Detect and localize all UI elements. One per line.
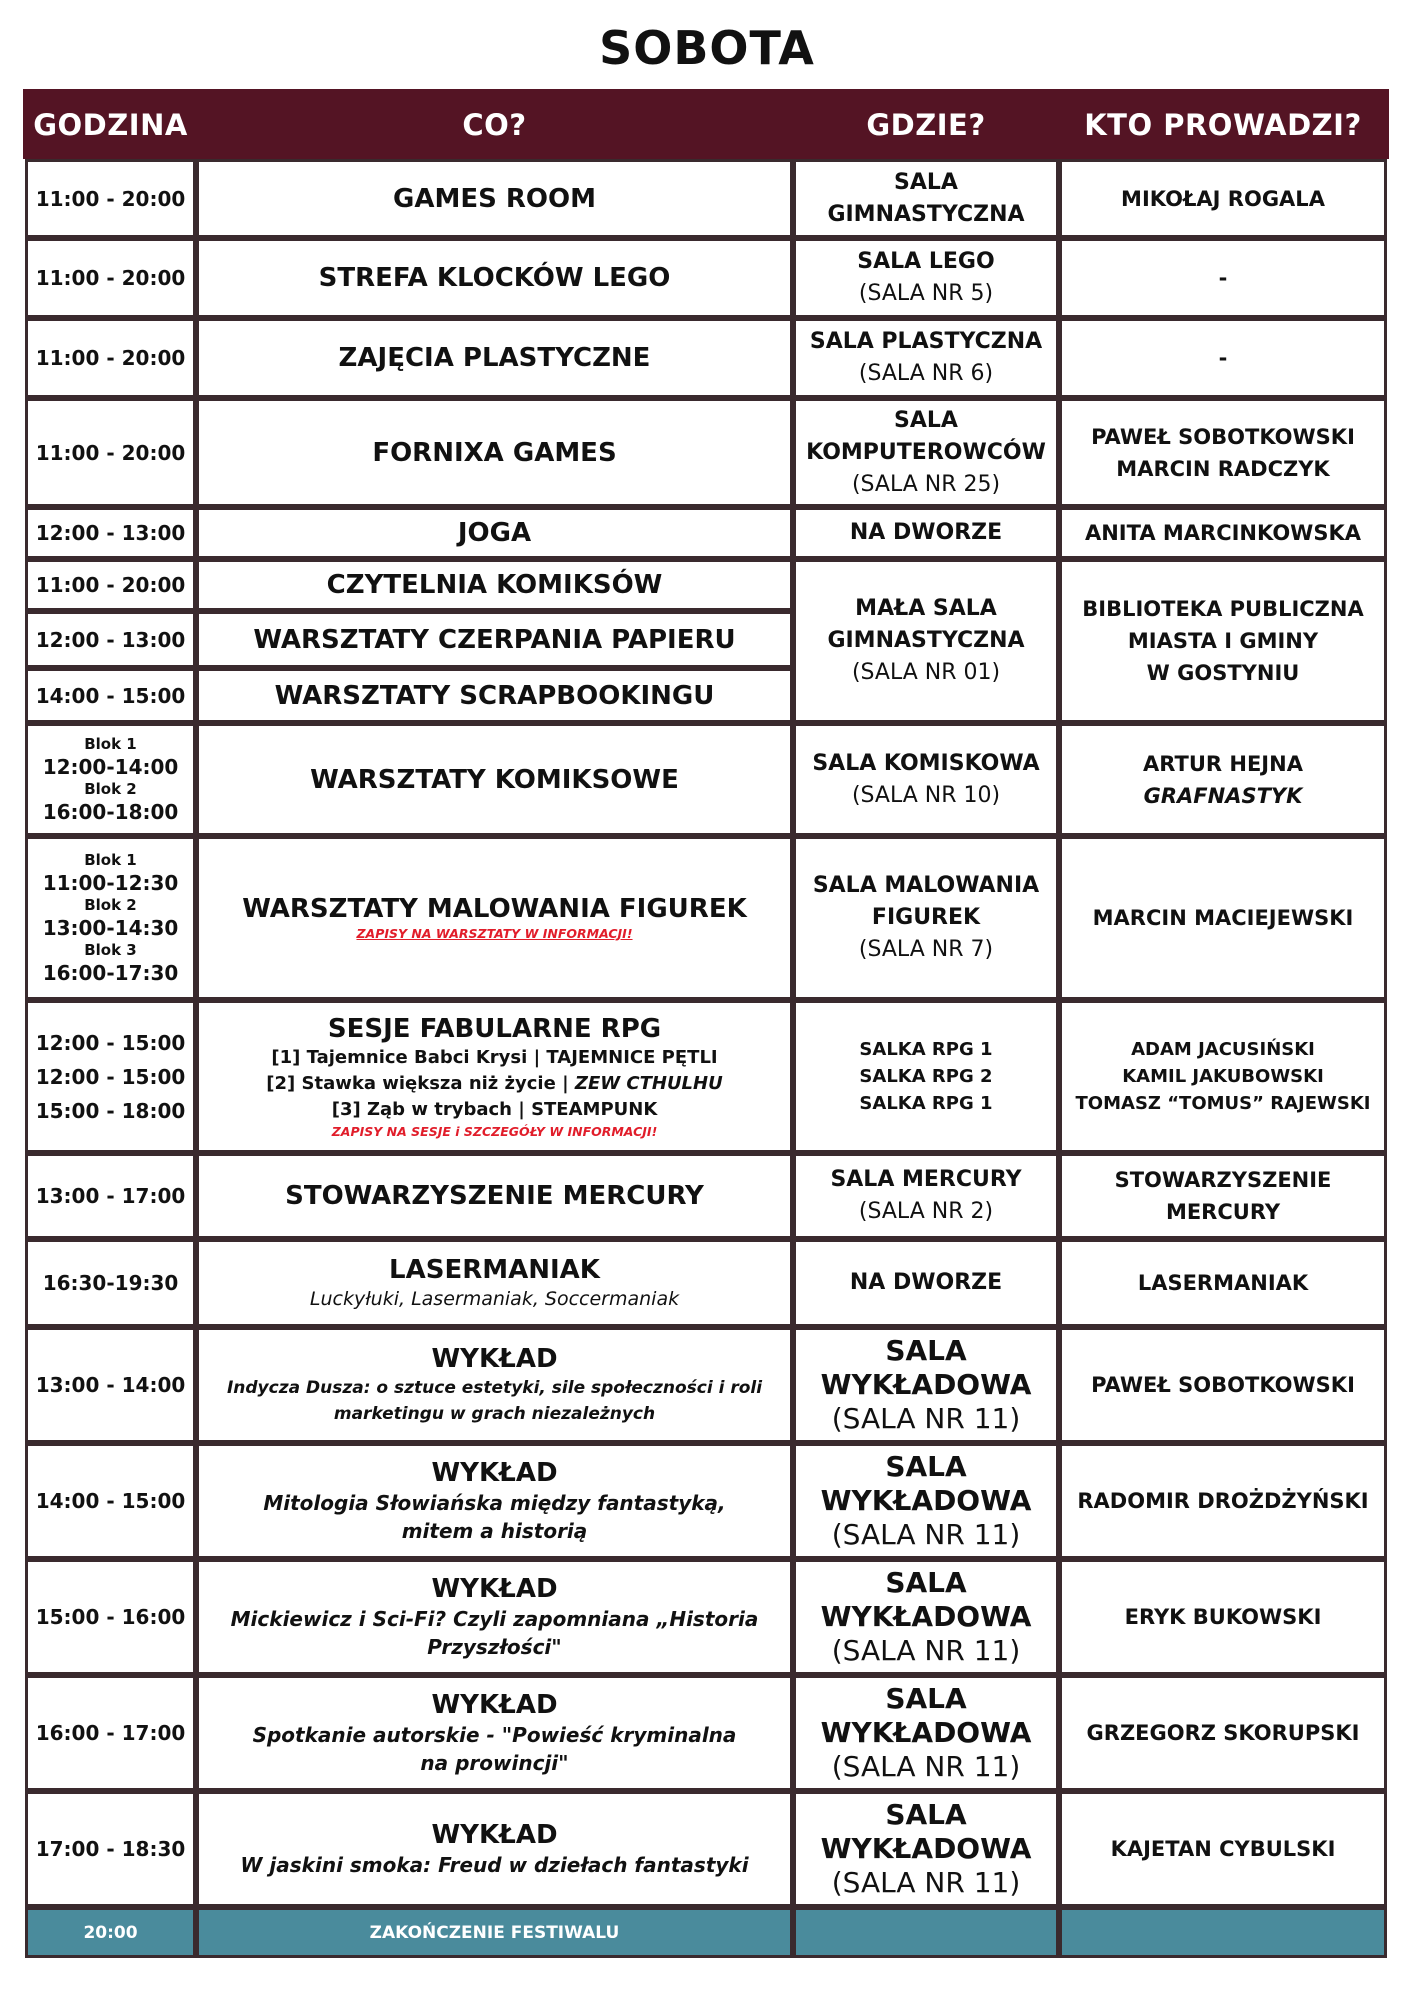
- event-name: JOGA: [457, 518, 532, 548]
- lecture-topic: Indycza Dusza: o sztuce estetyki, sile społeczności i roli: [226, 1378, 763, 1398]
- location-line: SALA KOMISKOWA: [812, 750, 1040, 776]
- location-line: WYKŁADOWA: [820, 1716, 1032, 1749]
- event-subtitle: Luckyłuki, Lasermaniak, Soccermaniak: [309, 1288, 680, 1310]
- room-number: (SALA NR 2): [858, 1199, 994, 1224]
- event-location: [798, 321, 1054, 395]
- event-location: [798, 562, 1054, 720]
- event-name: WYKŁAD: [431, 1574, 558, 1604]
- lecture-topic: W jaskini smoka: Freud w dziełach fantastyki: [240, 1853, 749, 1877]
- event-title: [201, 401, 788, 504]
- event-name: WARSZTATY MALOWANIA FIGUREK: [242, 894, 747, 924]
- event-host: [1064, 1678, 1382, 1788]
- event-location: [798, 1330, 1054, 1440]
- time-text: 12:00 - 13:00: [35, 521, 186, 545]
- room-number: (SALA NR 6): [858, 361, 994, 386]
- header-time: [30, 94, 191, 156]
- event-name: LASERMANIAK: [389, 1255, 600, 1285]
- time-text: 14:00 - 15:00: [35, 1489, 186, 1513]
- event-title: [201, 1678, 788, 1788]
- block-label: Blok 2: [84, 895, 137, 914]
- rpg-session: [266, 1071, 722, 1097]
- session-title: [1] Tajemnice Babci Krysi |: [271, 1046, 547, 1068]
- room-number: (SALA NR 5): [858, 281, 994, 306]
- closing-time: [30, 1910, 191, 1955]
- page-title: SOBOTA: [599, 21, 815, 75]
- room-number: (SALA NR 7): [858, 937, 994, 962]
- event-name: WARSZTATY CZERPANIA PAPIERU: [253, 624, 736, 655]
- event-name: ZAKOŃCZENIE FESTIWALU: [369, 1922, 620, 1943]
- event-title: [201, 1562, 788, 1672]
- location-line: KOMPUTEROWCÓW: [806, 439, 1046, 465]
- room-number: (SALA NR 25): [851, 471, 1001, 497]
- event-location: [798, 726, 1054, 833]
- event-host: [1064, 1242, 1382, 1324]
- event-location: [798, 1242, 1054, 1324]
- location-line: SALKA RPG 2: [859, 1066, 993, 1087]
- location-line: SALKA RPG 1: [859, 1039, 993, 1060]
- host-line: ADAM JACUSIŃSKI: [1131, 1039, 1315, 1060]
- time-text: 11:00 - 20:00: [35, 346, 186, 370]
- event-title: [201, 1794, 788, 1904]
- time-text: 17:00 - 18:30: [35, 1837, 186, 1861]
- event-time: [30, 162, 191, 235]
- event-time: [30, 1794, 191, 1904]
- event-name: FORNIXA GAMES: [372, 437, 617, 468]
- event-location: [798, 839, 1054, 997]
- header-where: [798, 94, 1054, 156]
- session-title: [3] Ząb w trybach |: [331, 1098, 532, 1120]
- host-alias: GRAFNASTYK: [1143, 783, 1303, 808]
- host-line: STOWARZYSZENIE: [1114, 1168, 1332, 1192]
- time-text: 13:00 - 17:00: [35, 1184, 186, 1208]
- event-location: [798, 1678, 1054, 1788]
- event-title: [201, 1330, 788, 1440]
- event-host: [1064, 1562, 1382, 1672]
- lecture-topic: na prowincji": [420, 1751, 569, 1775]
- event-location: [798, 1156, 1054, 1236]
- host-line: MERCURY: [1165, 1200, 1281, 1224]
- room-number: (SALA NR 11): [831, 1634, 1021, 1667]
- event-name: WYKŁAD: [431, 1820, 558, 1850]
- time-text: 16:30-19:30: [42, 1271, 179, 1295]
- event-location: [798, 1003, 1054, 1150]
- location-line: FIGUREK: [871, 905, 981, 930]
- signup-note: ZAPISY NA SESJE i SZCZEGÓŁY W INFORMACJI!: [331, 1123, 658, 1139]
- event-time: [30, 839, 191, 997]
- header-what: [201, 94, 788, 156]
- location-line: SALA MERCURY: [830, 1167, 1022, 1192]
- event-host: [1064, 726, 1382, 833]
- event-host: [1064, 510, 1382, 556]
- event-time: [30, 1562, 191, 1672]
- host-line: PAWEŁ SOBOTKOWSKI: [1091, 424, 1355, 449]
- host-line: KAJETAN CYBULSKI: [1110, 1837, 1336, 1861]
- location-line: WYKŁADOWA: [820, 1368, 1032, 1401]
- event-host: [1064, 1003, 1382, 1150]
- event-name: SESJE FABULARNE RPG: [327, 1013, 662, 1044]
- location-line: GIMNASTYCZNA: [827, 201, 1025, 227]
- event-time: [30, 671, 191, 720]
- time-text: 16:00-18:00: [42, 799, 179, 824]
- header-label: CO?: [462, 108, 527, 142]
- host-line: -: [1218, 266, 1228, 290]
- time-text: 16:00-17:30: [42, 960, 179, 985]
- session-system: TAJEMNICE PĘTLI: [546, 1046, 718, 1068]
- host-line: KAMIL JAKUBOWSKI: [1122, 1066, 1324, 1087]
- rpg-session: [271, 1045, 717, 1071]
- event-location: [798, 510, 1054, 556]
- event-time: [30, 1330, 191, 1440]
- lecture-topic: Spotkanie autorskie - "Powieść kryminalna: [252, 1723, 737, 1747]
- event-time: [30, 1678, 191, 1788]
- host-line: MIKOŁAJ ROGALA: [1121, 186, 1325, 211]
- event-time: [30, 1446, 191, 1556]
- event-time: [30, 401, 191, 504]
- rpg-session: [332, 1097, 658, 1123]
- event-name: WYKŁAD: [431, 1458, 558, 1488]
- location-line: SALA MALOWANIA: [812, 873, 1040, 898]
- room-number: (SALA NR 11): [831, 1866, 1021, 1899]
- time-text: 12:00 - 15:00: [35, 1030, 186, 1055]
- session-system: STEAMPUNK: [531, 1098, 658, 1120]
- time-text: 13:00-14:30: [42, 915, 179, 940]
- event-title: [201, 726, 788, 833]
- lecture-topic: Przyszłości": [427, 1635, 562, 1659]
- location-line: SALA: [885, 1334, 967, 1367]
- host-line: GRZEGORZ SKORUPSKI: [1086, 1721, 1360, 1745]
- host-line: ERYK BUKOWSKI: [1124, 1605, 1322, 1629]
- event-title: [201, 1156, 788, 1236]
- room-number: (SALA NR 11): [831, 1750, 1021, 1783]
- location-line: SALA: [885, 1450, 967, 1483]
- event-title: [201, 162, 788, 235]
- time-text: 15:00 - 16:00: [35, 1605, 186, 1629]
- event-location: [798, 1446, 1054, 1556]
- event-title: [201, 321, 788, 395]
- event-title: [201, 839, 788, 997]
- event-name: GAMES ROOM: [393, 183, 596, 214]
- host-line: PAWEŁ SOBOTKOWSKI: [1091, 1373, 1355, 1397]
- host-line: W GOSTYNIU: [1146, 661, 1300, 685]
- host-line: MIASTA I GMINY: [1127, 629, 1319, 653]
- event-host: [1064, 401, 1382, 504]
- event-time: [30, 1003, 191, 1150]
- room-number: (SALA NR 11): [831, 1402, 1021, 1435]
- event-name: ZAJĘCIA PLASTYCZNE: [338, 343, 651, 373]
- session-title: [2] Stawka większa niż życie |: [266, 1072, 575, 1094]
- host-line: MARCIN RADCZYK: [1116, 456, 1330, 481]
- location-line: SALA LEGO: [857, 249, 995, 274]
- event-location: [798, 1794, 1054, 1904]
- host-line: ARTUR HEJNA: [1143, 751, 1303, 776]
- block-label: Blok 3: [84, 940, 137, 959]
- event-title: [201, 671, 788, 720]
- event-host: [1064, 1156, 1382, 1236]
- event-title: [201, 510, 788, 556]
- event-location: [798, 1562, 1054, 1672]
- event-time: [30, 321, 191, 395]
- event-time: [30, 562, 191, 608]
- location-line: SALA: [885, 1682, 967, 1715]
- closing-label: [201, 1910, 788, 1955]
- location-line: SALA: [894, 169, 958, 195]
- time-text: 14:00 - 15:00: [35, 683, 186, 708]
- event-name: WYKŁAD: [431, 1344, 558, 1374]
- location-line: SALKA RPG 1: [859, 1093, 993, 1114]
- host-line: TOMASZ “TOMUS” RAJEWSKI: [1075, 1093, 1371, 1114]
- location-line: WYKŁADOWA: [820, 1484, 1032, 1517]
- time-text: 15:00 - 18:00: [35, 1098, 186, 1123]
- host-line: RADOMIR DROŻDŻYŃSKI: [1077, 1489, 1369, 1513]
- event-time: [30, 1242, 191, 1324]
- header-label: GODZINA: [33, 108, 188, 142]
- event-host: [1064, 839, 1382, 997]
- event-time: [30, 614, 191, 665]
- time-text: 11:00 - 20:00: [35, 186, 186, 211]
- time-text: 11:00 - 20:00: [35, 266, 186, 290]
- location-line: SALA: [885, 1566, 967, 1599]
- location-line: NA DWORZE: [849, 1270, 1003, 1295]
- event-title: [201, 1446, 788, 1556]
- header-who: [1064, 94, 1382, 156]
- location-line: NA DWORZE: [849, 520, 1003, 545]
- event-time: [30, 726, 191, 833]
- block-label: Blok 2: [84, 779, 137, 798]
- host-line: MARCIN MACIEJEWSKI: [1092, 906, 1354, 930]
- time-text: 11:00 - 20:00: [35, 440, 186, 465]
- location-line: SALA PLASTYCZNA: [809, 329, 1043, 354]
- location-line: MAŁA SALA: [855, 596, 997, 621]
- event-host: [1064, 1330, 1382, 1440]
- event-host: [1064, 1794, 1382, 1904]
- event-name: STREFA KLOCKÓW LEGO: [318, 263, 671, 293]
- session-system: ZEW CTHULHU: [574, 1072, 723, 1094]
- room-number: (SALA NR 11): [831, 1518, 1021, 1551]
- event-location: [798, 401, 1054, 504]
- time-text: 20:00: [83, 1922, 138, 1943]
- time-text: 16:00 - 17:00: [35, 1721, 186, 1745]
- event-location: [798, 241, 1054, 315]
- host-line: BIBLIOTEKA PUBLICZNA: [1082, 597, 1364, 621]
- time-text: 11:00 - 20:00: [35, 573, 186, 597]
- event-time: [30, 510, 191, 556]
- location-line: SALA: [885, 1798, 967, 1831]
- event-host: [1064, 162, 1382, 235]
- event-title: [201, 562, 788, 608]
- event-host: [1064, 321, 1382, 395]
- lecture-topic: Mickiewicz i Sci-Fi? Czyli zapomniana „Historia: [230, 1607, 759, 1631]
- location-line: WYKŁADOWA: [820, 1600, 1032, 1633]
- lecture-topic: mitem a historią: [401, 1519, 588, 1543]
- time-text: 12:00-14:00: [42, 754, 179, 779]
- host-line: ANITA MARCINKOWSKA: [1084, 521, 1361, 545]
- event-name: WARSZTATY SCRAPBOOKINGU: [274, 680, 715, 711]
- event-location: [798, 162, 1054, 235]
- room-number: (SALA NR 01): [851, 660, 1001, 685]
- event-title: [201, 1242, 788, 1324]
- time-text: 11:00-12:30: [42, 870, 179, 895]
- header-label: GDZIE?: [866, 108, 986, 142]
- location-line: WYKŁADOWA: [820, 1832, 1032, 1865]
- time-text: 12:00 - 15:00: [35, 1064, 186, 1089]
- time-text: 13:00 - 14:00: [35, 1373, 186, 1397]
- footer-cell-bg: [1062, 1910, 1384, 1955]
- event-name: WYKŁAD: [431, 1690, 558, 1720]
- header-label: KTO PROWADZI?: [1084, 108, 1362, 142]
- event-host: [1064, 241, 1382, 315]
- lecture-topic: Mitologia Słowiańska między fantastyką,: [263, 1491, 726, 1515]
- host-line: LASERMANIAK: [1137, 1271, 1309, 1295]
- event-time: [30, 241, 191, 315]
- event-name: STOWARZYSZENIE MERCURY: [285, 1181, 704, 1211]
- location-line: GIMNASTYCZNA: [827, 628, 1025, 653]
- event-title: [201, 614, 788, 665]
- event-time: [30, 1156, 191, 1236]
- block-label: Blok 1: [84, 734, 137, 753]
- host-line: -: [1218, 346, 1228, 370]
- time-text: 12:00 - 13:00: [35, 627, 186, 652]
- location-line: SALA: [894, 407, 958, 433]
- event-host: [1064, 562, 1382, 720]
- event-name: WARSZTATY KOMIKSOWE: [310, 764, 679, 795]
- event-host: [1064, 1446, 1382, 1556]
- event-name: CZYTELNIA KOMIKSÓW: [326, 570, 663, 600]
- event-title: [201, 241, 788, 315]
- footer-cell-bg: [796, 1910, 1056, 1955]
- signup-note: ZAPISY NA WARSZTATY W INFORMACJI!: [356, 926, 633, 941]
- block-label: Blok 1: [84, 850, 137, 869]
- lecture-topic: marketingu w grach niezależnych: [333, 1404, 656, 1424]
- event-title: [201, 1003, 788, 1150]
- room-number: (SALA NR 10): [851, 782, 1001, 808]
